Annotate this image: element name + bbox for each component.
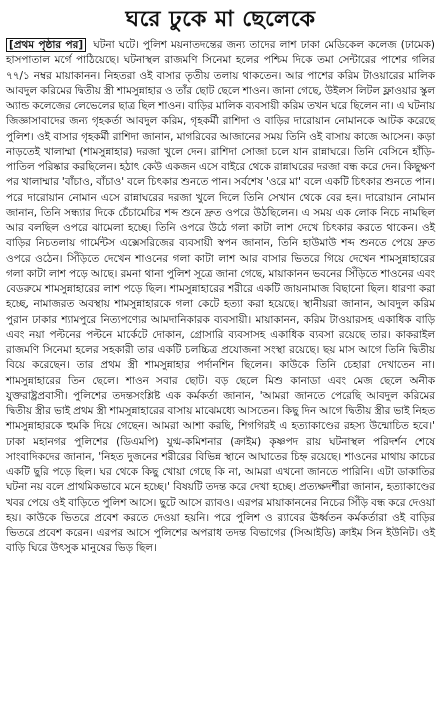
article-headline: ঘরে ঢুকে মা ছেলেকে: [125, 7, 316, 32]
article-paragraph: ওই বাড়ির নিচতলায় গার্মেন্টস এক্সেসরিজের ব্যবসায়ী স্বপন জানান, তিনি হাউমাউ শব্দ শুনতে পেয়ে দ্রুত ওপরে ওঠেন। সিঁড়িতে দেখেন শাওনের গলা কাটা লাশ আর বাসার ভিতরে গিয়ে দেখেন শামসুন্নাহারের গলা কাটা লাশ পড়ে আছে। রমনা থানা পুলিশ সূত্রে জানা গেছে, মায়াকানন ভবনের সিঁড়িতে শাওনের এবং বেডরুমে শামসুন্নাহারের লাশ পড়ে ছিল। শামসুন্নাহারের শরীরে একটি জায়নামাজ বিছানো ছিল। ধারণা করা হচ্ছে, নামাজরত অবস্থায় শামসুন্নাহারকে গলা কেটে হত্যা করা হয়েছে। স্থানীয়রা জানান, আবদুল করিম পুরান ঢাকার শ্যামপুরে নিত্যপণ্যের আমদানিকারক ব্যবসায়ী। মায়াকানন, করিম টাওয়ারসহ একাধিক বাড়ি এবং নয়া পল্টনের পল্টনে মার্কেটে দোকান, গ্রোসারি ব্যবসাসহ একাধিক ব্যবসা রয়েছে তার। কাকরাইল রাজমণি সিনেমা হলের সহকারী তার একটি চলচ্চিত্র প্রযোজনা সংস্থা রয়েছে। ছয় মাস আগে তিনি দ্বিতীয় বিয়ে করেছেন। তার প্রথম স্ত্রী শামসুন্নাহার পর্দানশিন ছিলেন। কাউকে তিনি চেহারা দেখাতেন না। শামসুন্নাহারের তিন ছেলে। শাওন সবার ছোট। বড় ছেলে মিশু কানাডা এবং মেজ ছেলে অনীক যুক্তরাষ্ট্রপ্রবাসী। পুলিশের তদন্তসংশ্লিষ্ট এক কর্মকর্তা জানান, 'আমরা জানতে পেরেছি আবদুল করিমের দ্বিতীয় স্ত্রীর ভাই প্রথম স্ত্রী শামসুন্নাহারের বাসায় মাঝেমধ্যে আসতেন। কিছু দিন আগে দ্বিতীয় স্ত্রীর ভাই নিহত শামসুন্নাহারকে হুমকি দিয়ে গেছেন। আমরা আশা করছি, শিগগিরই এ হত্যাকাণ্ডের রহস্য উন্মোচিত হবে।' ঢাকা মহানগর পুলিশের (ডিএমপি) যুগ্ম-কমিশনার (ক্রাইম) কৃষ্ণপদ রায় ঘটনাস্থল পরিদর্শন শেষে সাংবাদিকদের জানান, 'নিহত দুজনের শরীরের বিভিন্ন স্থানে আঘাতের চিহ্ন রয়েছে। শাওনের মাথায় কাচের একটি ছুরি পড়ে ছিল। ঘর থেকে কিছু খোয়া গেছে কি না, আমরা এখনো জানতে পারিনি। এটা ডাকাতির ঘটনা নয় বলে প্রাথমিকভাবে মনে হচ্ছে।' বিষয়টি তদন্ত করে দেখা হচ্ছে। প্রত্যক্ষদর্শীরা জানান, হত্যাকাণ্ডের খবর পেয়ে ওই বাড়িতে পুলিশ আসে। ছুটে আসে র‌্যাবও। এরপর মায়াকাননের নিচের সিঁড়ি বন্ধ করে দেওয়া হয়। কাউকে ভিতরে প্রবেশ করতে দেওয়া হয়নি। পরে পুলিশ ও র‌্যাবের ঊর্ধ্বতন কর্মকর্তারা ওই বাড়ির ভিতরে প্রবেশ করেন। এরপর আসে পুলিশের অপরাধ তদন্ত বিভাগের (সিআইডি) ক্রাইম সিন ইউনিট। ওই বাড়ি ঘিরে উৎসুক মানুষের ভিড় ছিল।: [6, 222, 435, 555]
continued-from-first-page-tag: [প্রথম পৃষ্ঠার পর]: [6, 38, 86, 52]
article-paragraph: ঘটনা ঘটে। পুলিশ ময়নাতদন্তের জন্য তাদের লাশ ঢাকা মেডিকেল কলেজ (ঢামেক) হাসপাতাল মর্গে পাঠিয়েছে। ঘটনাস্থল রাজমণি সিনেমা হলের পশ্চিম দিকে তমা সেন্টারের পাশের গলির ৭৭/১ নম্বর মায়াকানন। নিহতরা ওই বাসার তৃতীয় তলায় থাকতেন। আর পাশের করিম টাওয়ারের মালিক আবদুল করিমের দ্বিতীয় স্ত্রী শামসুন্নাহার ও তাঁর ছোট ছেলে শাওন। জানা গেছে, উইলস লিটল ফ্লাওয়ার স্কুল অ্যান্ড কলেজের লেভেলের ছাত্র ছিল শাওন। বাড়ির মালিক ব্যবসায়ী করিম তখন ঘরে ছিলেন না। এ ঘটনায় জিজ্ঞাসাবাদের জন্য গৃহকর্তা আবদুল করিম, গৃহকর্মী রাশিদা ও বাড়ির দারোয়ান নোমানকে আটক করেছে পুলিশ। ওই বাসার গৃহকর্মী রাশিদা জানান, মাগরিবের আজানের সময় তিনি ওই বাসায় কাজে আসেন। কড়া নাড়তেই খালাম্মা (শামসুন্নাহার) দরজা খুলে দেন। রাশিদা সোজা চলে যান রান্নাঘরে। তিনি বেসিনে হাঁড়ি-পাতিল পরিষ্কার করছিলেন। হঠাৎ কেউ একজন এসে বাইরে থেকে রান্নাঘরের দরজা বন্ধ করে দেন। কিছুক্ষণ পর খালাম্মার 'বাঁচাও, বাঁচাও' বলে চিৎকার শুনতে পান। সর্বশেষ 'ওরে মা' বলে একটি চিৎকার শুনতে পান। পরে দারোয়ান নোমান এসে রান্নাঘরের দরজা খুলে দিলে তিনি সেখান থেকে বের হন। দারোয়ান নোমান জানান, তিনি সন্ধ্যার দিকে চেঁচামেচির শব্দ শুনে দ্রুত ওপরে উঠছিলেন। এ সময় এক লোক নিচে নামছিল আর বলছিল ওপরে ঝামেলা হচ্ছে। তিনি ওপরে উঠে গলা কাটা লাশ দেখে চিৎকার করতে থাকেন।: [6, 39, 435, 234]
article-body: [6, 38, 435, 557]
